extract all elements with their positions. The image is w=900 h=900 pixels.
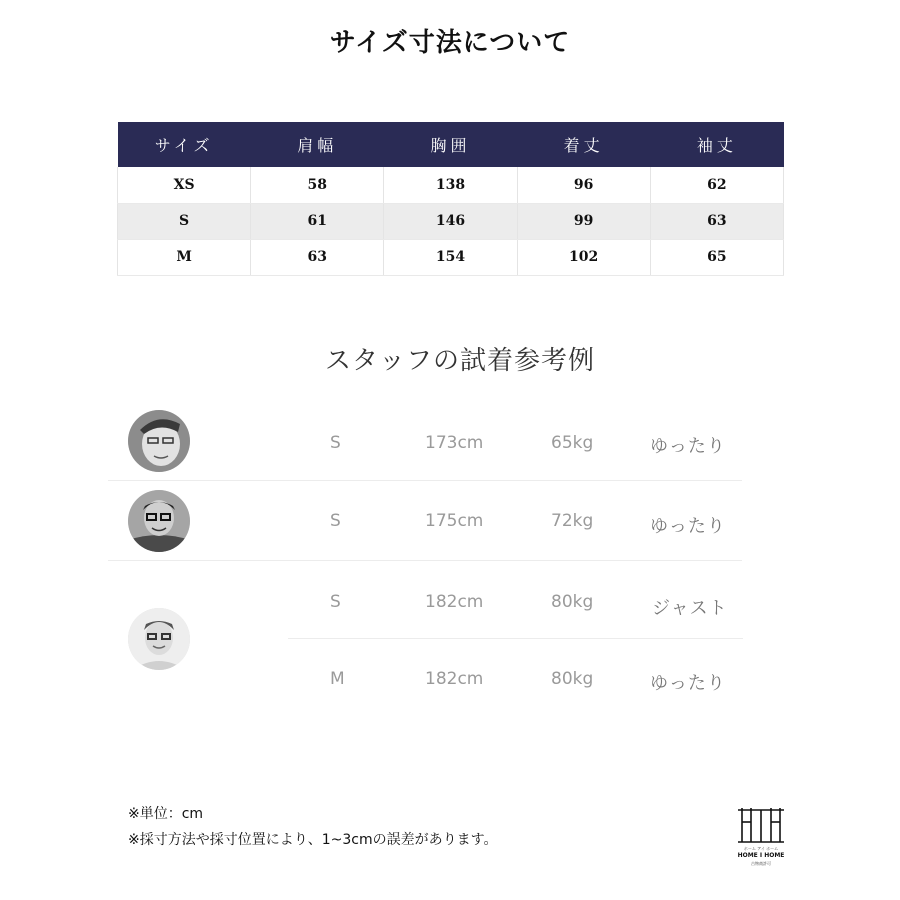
logo-license: 古物商許可 <box>751 861 771 866</box>
logo-kana: ホーム アイ ホーム <box>743 846 779 851</box>
error-note: ※採寸方法や採寸位置により、1~3cmの誤差があります。 <box>128 832 498 848</box>
table-cell: 99 <box>517 203 650 239</box>
staff-section-title: スタッフの試着参考例 <box>324 346 595 376</box>
table-cell: 102 <box>517 239 650 275</box>
table-cell: XS <box>118 167 251 203</box>
staff-height: 182cm <box>425 592 484 612</box>
table-cell: 63 <box>251 239 384 275</box>
table-cell: 146 <box>384 203 517 239</box>
row-divider <box>288 638 743 639</box>
header-shoulder: 肩幅 <box>251 122 384 167</box>
staff-size: S <box>330 433 341 453</box>
brand-logo <box>736 806 786 876</box>
table-cell: M <box>118 239 251 275</box>
staff-height: 173cm <box>425 433 484 453</box>
home-i-home-logo-icon <box>736 806 786 844</box>
table-cell: 58 <box>251 167 384 203</box>
row-divider <box>108 480 742 481</box>
table-cell: 96 <box>517 167 650 203</box>
staff-avatar <box>128 410 190 472</box>
staff-weight: 65kg <box>551 433 594 453</box>
header-sleeve: 袖丈 <box>650 122 783 167</box>
staff-size: S <box>330 592 341 612</box>
staff-fit: ゆったり <box>650 673 726 694</box>
page-title: サイズ寸法について <box>329 28 571 58</box>
staff-fit: ジャスト <box>652 598 728 619</box>
notes <box>128 801 498 853</box>
table-cell: 65 <box>650 239 783 275</box>
staff-weight: 72kg <box>551 511 594 531</box>
header-chest: 胸囲 <box>384 122 517 167</box>
staff-size: M <box>330 669 345 689</box>
table-cell: 154 <box>384 239 517 275</box>
staff-weight: 80kg <box>551 592 594 612</box>
staff-size: S <box>330 511 341 531</box>
staff-height: 182cm <box>425 669 484 689</box>
staff-fit: ゆったり <box>650 436 726 457</box>
table-cell: 138 <box>384 167 517 203</box>
staff-avatar <box>128 490 190 552</box>
row-divider <box>108 560 742 561</box>
staff-avatar <box>128 608 190 670</box>
table-cell: 62 <box>650 167 783 203</box>
staff-fit: ゆったり <box>650 516 726 537</box>
logo-name: HOME I HOME <box>737 852 785 859</box>
table-cell: 61 <box>251 203 384 239</box>
staff-weight: 80kg <box>551 669 594 689</box>
staff-height: 175cm <box>425 511 484 531</box>
table-cell: S <box>118 203 251 239</box>
header-size: サイズ <box>118 122 251 167</box>
table-cell: 63 <box>650 203 783 239</box>
unit-note: ※単位：cm <box>128 806 204 822</box>
header-length: 着丈 <box>517 122 650 167</box>
